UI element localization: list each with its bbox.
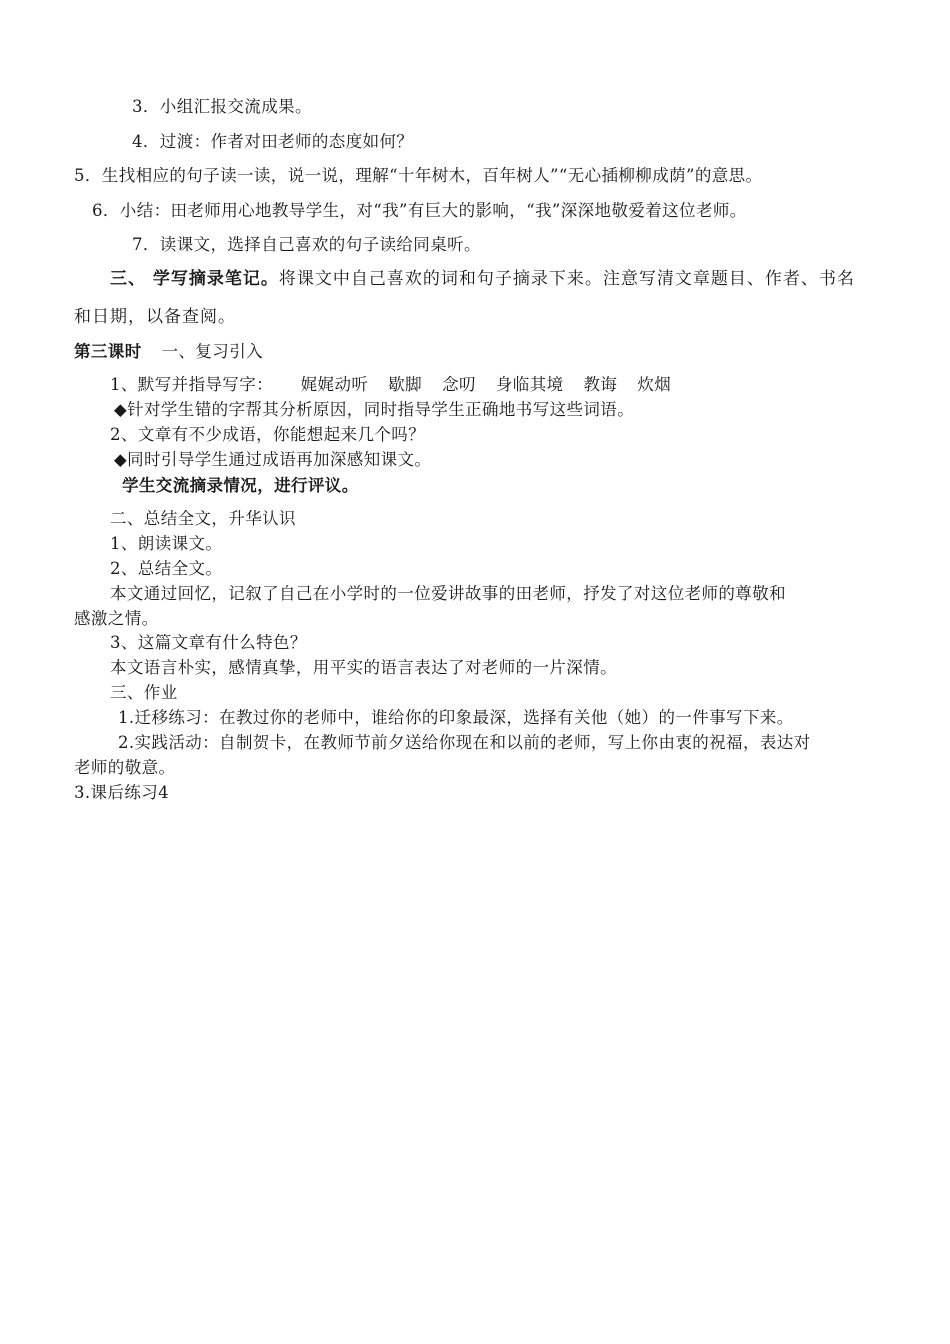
part2-item2: 2、总结全文。 bbox=[110, 559, 223, 578]
lesson3-heading-line bbox=[74, 341, 263, 363]
item2: 2、文章有不少成语，你能想起来几个吗？ bbox=[110, 425, 426, 444]
homework-2-line2: 老师的敬意。 bbox=[74, 758, 176, 777]
section3-line1 bbox=[110, 268, 855, 290]
item1-note: ◆针对学生错的字帮其分析原因，同时指导学生正确地书写这些词语。 bbox=[114, 400, 635, 419]
lesson3-title: 第三课时 bbox=[74, 342, 142, 361]
step-5: 5．生找相应的句子读一读，说一说，理解“十年树木，百年树人”“无心插柳柳成荫”的意思。 bbox=[74, 166, 763, 185]
item1-line bbox=[110, 374, 691, 396]
feature-text: 本文语言朴实，感情真挚，用平实的语言表达了对老师的一片深情。 bbox=[110, 658, 617, 677]
step-6: 6．小结：田老师用心地教导学生，对“我”有巨大的影响，“我”深深地敬爱着这位老师。 bbox=[92, 201, 747, 220]
word-3: 念叨 bbox=[442, 375, 476, 394]
part2-title: 二、总结全文，升华认识 bbox=[110, 509, 296, 528]
word-5: 教诲 bbox=[583, 375, 618, 394]
part2-item1: 1、朗读课文。 bbox=[110, 534, 223, 553]
part1-title: 一、复习引入 bbox=[161, 342, 264, 361]
word-6: 炊烟 bbox=[637, 375, 672, 394]
part2-item3: 3、这篇文章有什么特色？ bbox=[110, 633, 307, 652]
summary-line1: 本文通过回忆，记叙了自己在小学时的一位爱讲故事的田老师，抒发了对这位老师的尊敬和 bbox=[110, 584, 786, 603]
homework-2-line1: 2.实践活动：自制贺卡，在教师节前夕送给你现在和以前的老师，写上你由衷的祝福，表达对 bbox=[118, 733, 811, 752]
item1-words bbox=[295, 375, 691, 394]
exchange-note: 学生交流摘录情况，进行评议。 bbox=[122, 476, 359, 495]
summary-line2: 感激之情。 bbox=[74, 609, 159, 628]
word-1: 娓娓动听 bbox=[300, 375, 369, 394]
item2-note: ◆同时引导学生通过成语再加深感知课文。 bbox=[114, 450, 432, 469]
section3-heading: 三、 学写摘录笔记。 bbox=[110, 269, 279, 289]
section3-text-1: 将课文中自己喜欢的词和句子摘录下来。注意写清文章题目、作者、书名 bbox=[278, 269, 855, 289]
section3-text-2: 和日期，以备查阅。 bbox=[74, 307, 236, 327]
step-4: 4．过渡：作者对田老师的态度如何？ bbox=[132, 132, 414, 151]
item1-label: 1、默写并指导写字： bbox=[110, 375, 273, 394]
part3-title: 三、作业 bbox=[110, 683, 178, 702]
homework-1: 1.迁移练习：在教过你的老师中，谁给你的印象最深，选择有关他（她）的一件事写下来。 bbox=[118, 708, 794, 727]
step-3: 3．小组汇报交流成果。 bbox=[132, 97, 312, 116]
word-2: 歇脚 bbox=[388, 375, 423, 394]
step-7: 7．读课文，选择自己喜欢的句子读给同桌听。 bbox=[132, 235, 481, 254]
word-4: 身临其境 bbox=[495, 375, 564, 394]
homework-3: 3.课后练习4 bbox=[74, 783, 170, 802]
